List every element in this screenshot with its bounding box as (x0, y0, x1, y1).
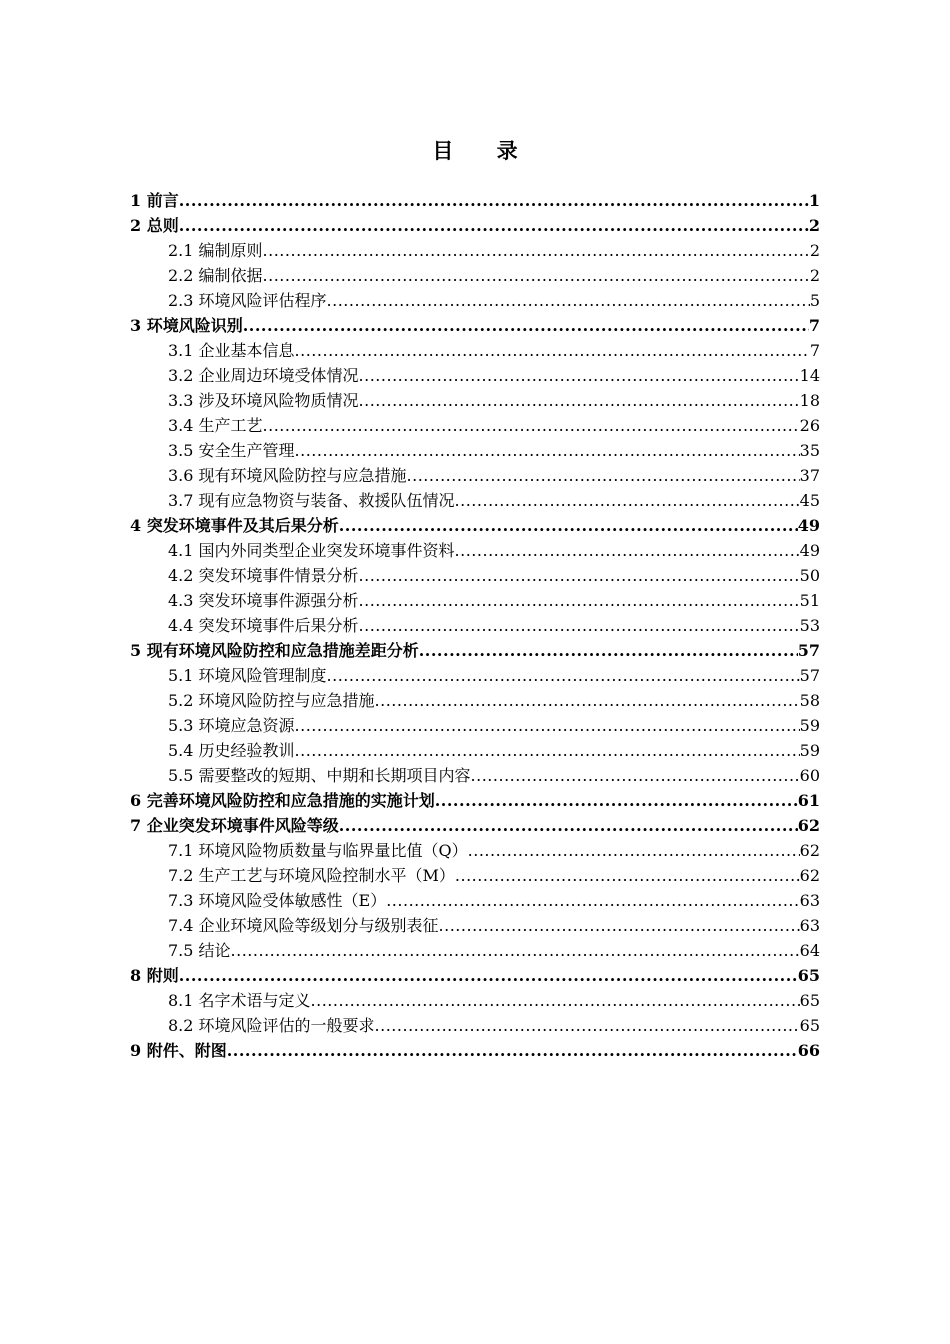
toc-chapter-entry[interactable] (130, 788, 820, 813)
toc-page-number: 5 (809, 291, 820, 310)
toc-entry-label: 2 总则 (130, 216, 179, 235)
toc-page-number: 37 (799, 466, 820, 485)
toc-dot-leader (419, 638, 798, 663)
toc-entry-label: 5.3 环境应急资源 (168, 716, 295, 735)
toc-entry-label: 3.4 生产工艺 (168, 416, 263, 435)
toc-page-number: 59 (799, 741, 820, 760)
toc-page-number: 65 (799, 1016, 820, 1035)
toc-dot-leader (339, 513, 798, 538)
toc-page-number: 65 (799, 991, 820, 1010)
toc-entry-label: 4.4 突发环境事件后果分析 (168, 616, 359, 635)
toc-page-number: 51 (799, 591, 820, 610)
toc-dot-leader (455, 538, 800, 563)
toc-section-entry[interactable] (130, 763, 820, 788)
toc-dot-leader (227, 1038, 798, 1063)
toc-dot-leader (468, 838, 800, 863)
toc-page-number: 1 (808, 191, 820, 210)
toc-chapter-entry[interactable] (130, 213, 820, 238)
toc-dot-leader (407, 463, 800, 488)
toc-dot-leader (311, 988, 800, 1013)
toc-section-entry[interactable] (130, 738, 820, 763)
toc-entry-label: 3.3 涉及环境风险物质情况 (168, 391, 359, 410)
toc-entry-label: 8.1 名字术语与定义 (168, 991, 311, 1010)
toc-entry-label: 2.2 编制依据 (168, 266, 263, 285)
toc-entry-label: 5.2 环境风险防控与应急措施 (168, 691, 375, 710)
toc-chapter-entry[interactable] (130, 188, 820, 213)
toc-page-number: 49 (797, 516, 820, 535)
toc-chapter-entry[interactable] (130, 963, 820, 988)
toc-entry-label: 7.4 企业环境风险等级划分与级别表征 (168, 916, 439, 935)
toc-dot-leader (295, 338, 810, 363)
toc-page-number: 2 (809, 266, 820, 285)
toc-entry-label: 7.2 生产工艺与环境风险控制水平（M） (168, 866, 455, 885)
toc-dot-leader (179, 188, 809, 213)
toc-dot-leader (386, 888, 799, 913)
toc-entry-label: 7 企业突发环境事件风险等级 (130, 816, 339, 835)
toc-entry-label: 7.1 环境风险物质数量与临界量比值（Q） (168, 841, 468, 860)
toc-page-number: 58 (799, 691, 820, 710)
toc-section-entry[interactable] (130, 1013, 820, 1038)
toc-dot-leader (439, 913, 800, 938)
toc-section-entry[interactable] (130, 288, 820, 313)
toc-entry-label: 4.2 突发环境事件情景分析 (168, 566, 359, 585)
toc-page-number: 7 (809, 341, 820, 360)
toc-entry-label: 7.3 环境风险受体敏感性（E） (168, 891, 387, 910)
toc-dot-leader (327, 288, 810, 313)
toc-page-number: 57 (799, 666, 820, 685)
toc-entry-label: 5.1 环境风险管理制度 (168, 666, 327, 685)
toc-section-entry[interactable] (130, 463, 820, 488)
toc-section-entry[interactable] (130, 363, 820, 388)
toc-page-number: 14 (799, 366, 820, 385)
toc-dot-leader (179, 963, 798, 988)
toc-dot-leader (263, 263, 810, 288)
toc-entry-label: 4.1 国内外同类型企业突发环境事件资料 (168, 541, 455, 560)
toc-entry-label: 5.4 历史经验教训 (168, 741, 295, 760)
toc-dot-leader (375, 688, 800, 713)
toc-dot-leader (327, 663, 800, 688)
toc-dot-leader (295, 438, 800, 463)
toc-section-entry[interactable] (130, 913, 820, 938)
toc-dot-leader (375, 1013, 800, 1038)
toc-entry-label: 2.1 编制原则 (168, 241, 263, 260)
toc-dot-leader (359, 613, 800, 638)
toc-section-entry[interactable] (130, 888, 820, 913)
toc-page-number: 2 (808, 216, 820, 235)
toc-chapter-entry[interactable] (130, 1038, 820, 1063)
toc-entry-label: 5.5 需要整改的短期、中期和长期项目内容 (168, 766, 471, 785)
toc-dot-leader (359, 363, 800, 388)
toc-page-number: 49 (799, 541, 820, 560)
toc-entry-label: 2.3 环境风险评估程序 (168, 291, 327, 310)
toc-entry-label: 7.5 结论 (168, 941, 231, 960)
toc-dot-leader (263, 238, 810, 263)
toc-page-number: 53 (799, 616, 820, 635)
toc-section-entry[interactable] (130, 388, 820, 413)
toc-entry-label: 3.7 现有应急物资与装备、救援队伍情况 (168, 491, 455, 510)
toc-page-number: 60 (799, 766, 820, 785)
toc-title: 目 录 (432, 138, 536, 163)
toc-dot-leader (243, 313, 809, 338)
toc-page-number: 64 (799, 941, 820, 960)
toc-page-number: 26 (799, 416, 820, 435)
toc-entry-label: 3 环境风险识别 (130, 316, 243, 335)
toc-dot-leader (231, 938, 800, 963)
toc-page-number: 7 (808, 316, 820, 335)
toc-section-entry[interactable] (130, 438, 820, 463)
toc-section-entry[interactable] (130, 238, 820, 263)
toc-section-entry[interactable] (130, 663, 820, 688)
toc-dot-leader (295, 713, 800, 738)
toc-entry-label: 4.3 突发环境事件源强分析 (168, 591, 359, 610)
toc-page-number: 62 (799, 841, 820, 860)
toc-entry-label: 8.2 环境风险评估的一般要求 (168, 1016, 375, 1035)
toc-dot-leader (359, 588, 800, 613)
toc-dot-leader (455, 488, 800, 513)
toc-entry-label: 3.5 安全生产管理 (168, 441, 295, 460)
toc-section-entry[interactable] (130, 563, 820, 588)
toc-section-entry[interactable] (130, 413, 820, 438)
toc-page-number: 63 (799, 891, 820, 910)
toc-page-number: 66 (797, 1041, 820, 1060)
toc-dot-leader (263, 413, 800, 438)
toc-entry-label: 5 现有环境风险防控和应急措施差距分析 (130, 641, 419, 660)
toc-section-entry[interactable] (130, 538, 820, 563)
toc-section-entry[interactable] (130, 863, 820, 888)
toc-page-number: 35 (799, 441, 820, 460)
toc-chapter-entry[interactable] (130, 638, 820, 663)
toc-section-entry[interactable] (130, 938, 820, 963)
toc-section-entry[interactable] (130, 263, 820, 288)
toc-page-number: 62 (799, 866, 820, 885)
toc-page-number: 61 (797, 791, 820, 810)
toc-entry-label: 9 附件、附图 (130, 1041, 227, 1060)
toc-section-entry[interactable] (130, 988, 820, 1013)
toc-entry-label: 3.2 企业周边环境受体情况 (168, 366, 359, 385)
toc-entry-label: 3.1 企业基本信息 (168, 341, 295, 360)
toc-page-number: 18 (799, 391, 820, 410)
toc-chapter-entry[interactable] (130, 813, 820, 838)
toc-page-number: 45 (799, 491, 820, 510)
toc-dot-leader (359, 563, 800, 588)
toc-dot-leader (339, 813, 798, 838)
toc-section-entry[interactable] (130, 488, 820, 513)
toc-section-entry[interactable] (130, 613, 820, 638)
toc-dot-leader (455, 863, 800, 888)
toc-dot-leader (471, 763, 800, 788)
toc-entry-label: 6 完善环境风险防控和应急措施的实施计划 (130, 791, 435, 810)
table-of-contents (130, 188, 820, 1063)
toc-entry-label: 3.6 现有环境风险防控与应急措施 (168, 466, 407, 485)
toc-section-entry[interactable] (130, 838, 820, 863)
toc-page-number: 59 (799, 716, 820, 735)
toc-dot-leader (359, 388, 800, 413)
toc-entry-label: 4 突发环境事件及其后果分析 (130, 516, 339, 535)
toc-section-entry[interactable] (130, 713, 820, 738)
toc-entry-label: 1 前言 (130, 191, 179, 210)
toc-page-number: 63 (799, 916, 820, 935)
toc-page-number: 57 (797, 641, 820, 660)
toc-section-entry[interactable] (130, 688, 820, 713)
toc-dot-leader (435, 788, 798, 813)
toc-entry-label: 8 附则 (130, 966, 179, 985)
toc-dot-leader (295, 738, 800, 763)
toc-page-number: 62 (797, 816, 820, 835)
toc-chapter-entry[interactable] (130, 513, 820, 538)
toc-section-entry[interactable] (130, 338, 820, 363)
toc-page-number: 2 (809, 241, 820, 260)
toc-page-number: 65 (797, 966, 820, 985)
toc-page-number: 50 (799, 566, 820, 585)
toc-chapter-entry[interactable] (130, 313, 820, 338)
toc-section-entry[interactable] (130, 588, 820, 613)
toc-dot-leader (179, 213, 809, 238)
